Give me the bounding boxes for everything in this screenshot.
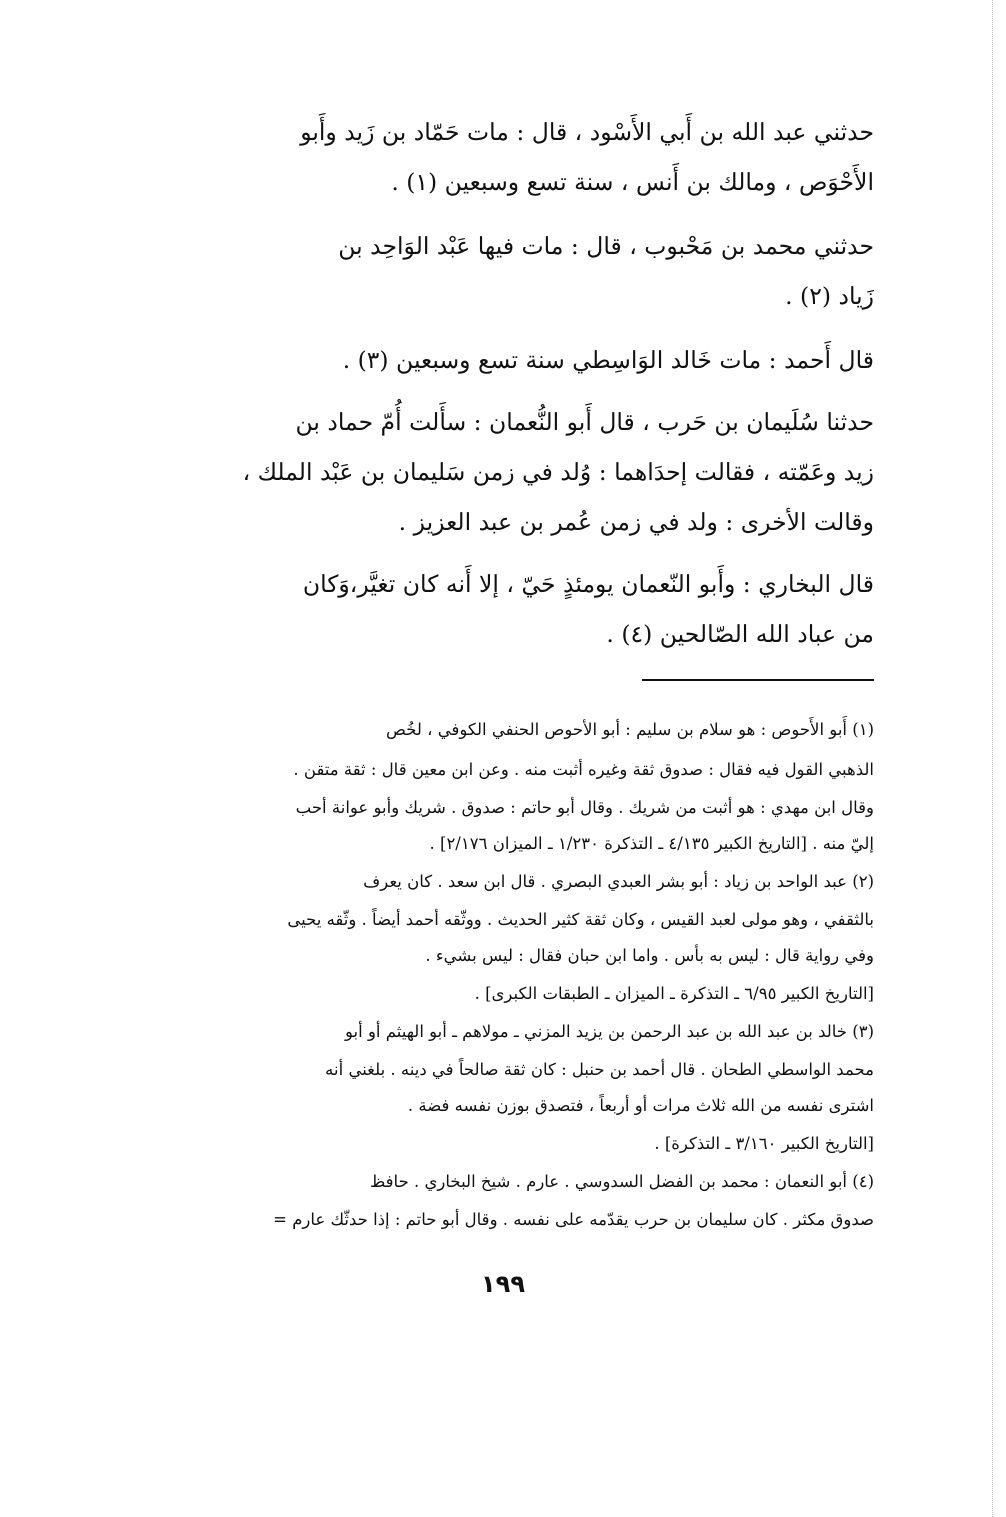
footnote-line-8: [التاريخ الكبير ٦/٩٥ ـ التذكرة ـ الميزان ـ الطبقات الكبرى] . <box>474 984 874 1003</box>
main-line-5: قال أَحمد : مات خَالد الوَاسِطي سنة تسع وسبعين (٣) . <box>342 346 874 374</box>
main-line-10: من عباد الله الصّالحين (٤) . <box>606 620 874 648</box>
footnote-line-11: اشترى نفسه من الله ثلاث مرات أو أربعاً ، فتصدق بوزن نفسه فضة . <box>407 1096 874 1115</box>
main-line-7: زيد وعَمّته ، فقالت إحدَاهما : وُلد في زمن سَليمان بن عَبْد الملك ، <box>242 458 874 486</box>
footnote-line-1: (١) أَبو الأَحوص : هو سلام بن سليم : أبو الأحوص الحنفي الكوفي ، لخُص <box>386 720 874 739</box>
footnote-line-14: صدوق مكثر . كان سليمان بن حرب يقدّمه على نفسه . وقال أبو حاتم : إذا حدثّك عارم = <box>273 1210 874 1229</box>
main-line-9: قال البخاري : وأَبو النّعمان يومئذٍ حَيّ ، إلا أَنه كان تغيَّر،وَكان <box>302 570 874 598</box>
main-line-4: زَياد (٢) . <box>785 282 874 310</box>
footnote-line-9: (٣) خالد بن عبد الله بن عبد الرحمن بن يزيد المزني ـ مولاهم ـ أبو الهيثم أو أبو <box>345 1022 874 1041</box>
main-line-8: وقالت الأخرى : ولد في زمن عُمر بن عبد العزيز . <box>398 508 874 536</box>
main-line-6: حدثنا سُلَيمان بن حَرب ، قال أَبو النُّعمان : سأَلت أُمّ حماد بن <box>295 408 874 436</box>
main-line-3: حدثني محمد بن مَحْبوب ، قال : مات فيها عَبْد الوَاحِد بن <box>338 232 874 260</box>
footnote-line-10: محمد الواسطي الطحان . قال أحمد بن حنبل : كان ثقة صالحاً في دينه . بلغني أنه <box>325 1060 874 1079</box>
footnote-separator <box>642 679 874 681</box>
main-line-1: حدثني عبد الله بن أَبي الأَسْود ، قال : مات حَمّاد بن زَيد وأَبو <box>300 118 874 146</box>
footnote-line-12: [التاريخ الكبير ٣/١٦٠ ـ التذكرة] . <box>654 1134 874 1153</box>
footnote-line-7: وفي رواية قال : ليس به بأس . واما ابن حبان فقال : ليس بشيء . <box>425 946 874 965</box>
footnote-line-13: (٤) أبو النعمان : محمد بن الفضل السدوسي . عارم . شيخ البخاري . حافظ <box>370 1172 874 1191</box>
scan-edge-line <box>992 0 994 1517</box>
main-line-2: الأَحْوَص ، ومالك بن أَنس ، سنة تسع وسبعين (١) . <box>391 168 874 196</box>
footnote-line-2: الذهبي القول فيه فقال : صدوق ثقة وغيره أثبت منه . وعن ابن معين قال : ثقة متقن . <box>293 760 874 779</box>
footnote-line-5: (٢) عبد الواحد بن زياد : أبو بشر العبدي البصري . قال ابن سعد . كان يعرف <box>363 872 874 891</box>
footnote-line-6: بالثقفي ، وهو مولى لعبد القيس ، وكان ثقة كثير الحديث . ووثّقه أحمد أيضاً . وثّقه يحيى <box>287 910 874 929</box>
footnote-line-3: وقال ابن مهدي : هو أثبت من شريك . وقال أبو حاتم : صدوق . شريك وأبو عوانة أحب <box>295 798 874 817</box>
page-number: ١٩٩ <box>481 1270 525 1298</box>
footnote-line-4: إليّ منه . [التاريخ الكبير ٤/١٣٥ ـ التذكرة ١/٢٣٠ ـ الميزان ٢/١٧٦] . <box>429 834 874 853</box>
